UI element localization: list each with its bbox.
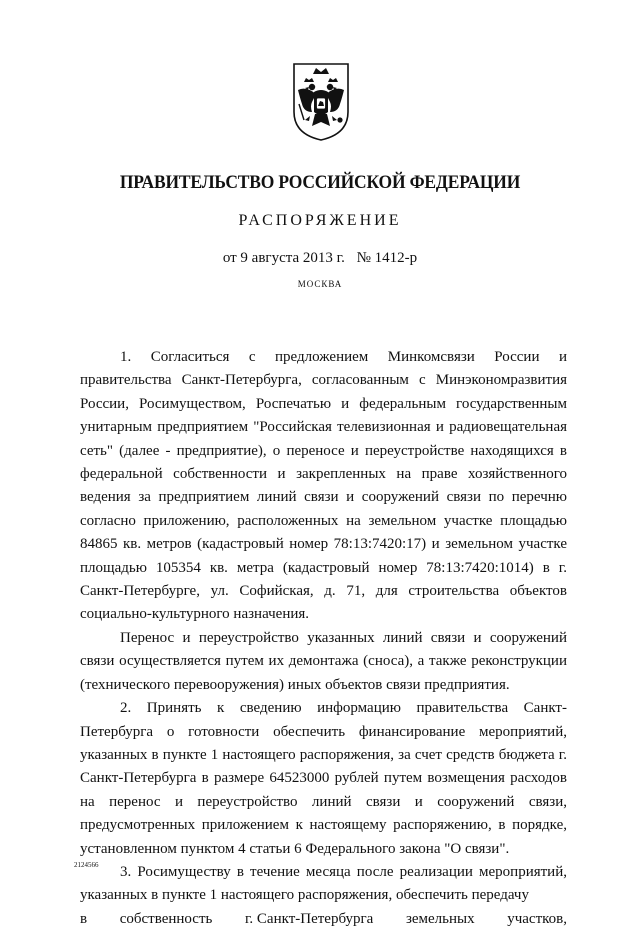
document-body xyxy=(80,346,567,931)
word: в xyxy=(80,910,88,927)
footer-document-code: 2124566 xyxy=(74,861,99,869)
russian-coat-of-arms-icon xyxy=(290,60,352,142)
document-date-line xyxy=(0,250,640,267)
document-number: № 1412-р xyxy=(356,250,418,266)
paragraph-2: Перенос и переустройство указанных линий связи и сооружений связи осуществляется путем их демонтажа (сноса), а также реконструкции (технического перевооружения) иных объектов связи предприятия. xyxy=(80,629,567,693)
document-date: от 9 августа 2013 г. xyxy=(222,250,345,266)
page-title: ПРАВИТЕЛЬСТВО РОССИЙСКОЙ ФЕДЕРАЦИИ xyxy=(119,172,521,193)
paragraph-3: 2. Принять к сведению информацию правительства Санкт-Петербурга о готовности обеспечить финансирование мероприятий, указанных в пункте 1 настоящего распоряжения, за счет средств бюджета г. Санкт-Петербурга в размере 64523000 рублей путем возмещения расходов на перенос и переустройство линий связи и сооружений связи, предусмотренных приложением к настоящему распоряжению, в порядке, установленном пунктом 4 статьи 6 Федерального закона "О связи". xyxy=(80,700,567,857)
paragraph-1: 1. Согласиться с предложением Минкомсвязи России и правительства Санкт-Петербурга, согласованным с Минэкономразвития России, Росимуществом, Роспечатью и федеральным государственным унитарным предприятием "Российская телевизионная и радиовещательная сеть" (далее - предприятие), о переносе и переустройстве находящихся в федеральной собственности и закрепленных на праве хозяйственного ведения за предприятием линий связи и сооружений связи по перечню согласно приложению, расположенных на земельном участке площадью 84865 кв. метров (кадастровый номер 78:13:7420:17) и земельном участке площадью 105354 кв. метра (кадастровый номер 78:13:7420:1014) в г. Санкт-Петербурге, ул. Софийская, д. 71, для строительства объектов социально-культурного назначения. xyxy=(80,349,567,623)
word: участков, xyxy=(507,910,567,927)
paragraph-4: 3. Росимуществу в течение месяца после реализации мероприятий, указанных в пункте 1 настоящего распоряжения, обеспечить передачу xyxy=(80,863,567,904)
word: собственность xyxy=(119,910,213,927)
document-city: МОСКВА xyxy=(297,279,343,289)
word: г. Санкт-Петербурга xyxy=(244,910,374,927)
word: земельных xyxy=(405,910,475,927)
document-type: РАСПОРЯЖЕНИЕ xyxy=(238,212,402,229)
paragraph-4-last-line xyxy=(80,908,567,931)
